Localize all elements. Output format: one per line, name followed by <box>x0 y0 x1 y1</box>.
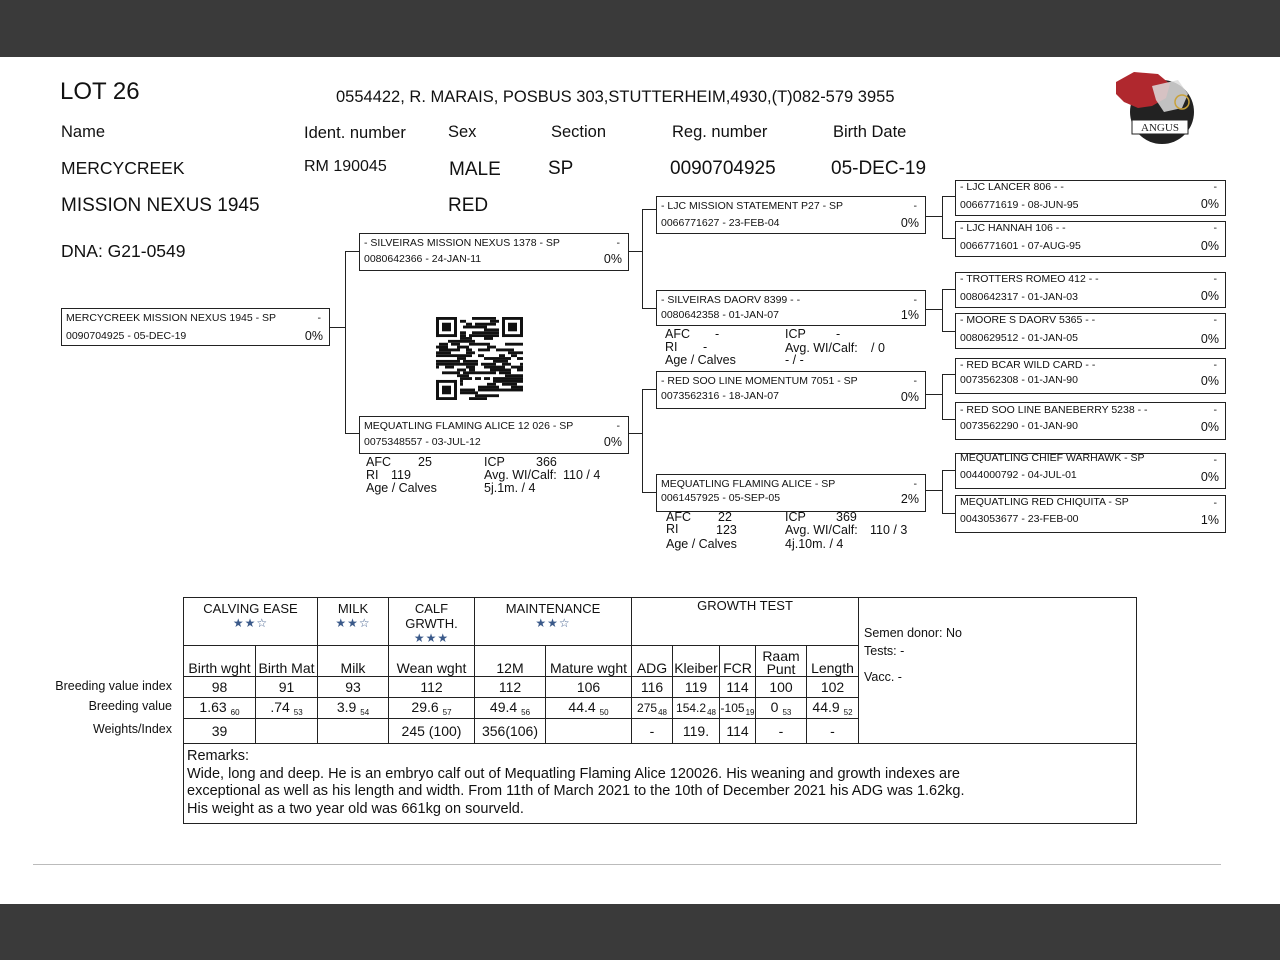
group-calving: CALVING EASE ★★☆ <box>184 598 318 646</box>
bvi-cell: 91 <box>256 677 318 698</box>
header-ident: Ident. number <box>304 124 406 142</box>
angus-logo <box>1112 68 1198 148</box>
col-header: Mature wght <box>546 646 632 677</box>
animal-ident: RM 190045 <box>304 158 387 175</box>
col-header: Birth wght <box>184 646 256 677</box>
header-section: Section <box>551 123 607 141</box>
calving-stars: ★★☆ <box>232 616 269 630</box>
weight-index-cell <box>256 719 318 744</box>
calf-stars: ★★★ <box>413 631 450 645</box>
col-header: 12M <box>475 646 546 677</box>
group-milk: MILK ★★☆ <box>318 598 389 646</box>
pedigree-gg-1: - LJC LANCER 806 - - - 0066771619 - 08-JUN-95 0% <box>955 180 1226 216</box>
performance-table <box>183 597 1137 824</box>
col-header: Birth Mat <box>256 646 318 677</box>
milk-stars: ★★☆ <box>335 616 371 630</box>
col-header: Kleiber <box>673 646 720 677</box>
weight-index-cell: 356(106) <box>475 719 546 744</box>
svg-text:ANGUS: ANGUS <box>1141 122 1179 134</box>
pedigree-sire: - SILVEIRAS MISSION NEXUS 1378 - SP - 0080642366 - 24-JAN-11 0% <box>359 233 629 271</box>
row-label-bv: Breeding value <box>88 699 172 713</box>
pedigree-dam-sire: - RED SOO LINE MOMENTUM 7051 - SP - 0073562316 - 18-JAN-07 0% <box>656 371 926 409</box>
animal-section: SP <box>548 158 574 179</box>
col-header: Milk <box>318 646 389 677</box>
row-label-wi: Weights/Index <box>93 722 172 736</box>
bv-cell: 44.4 $_{50}$ <box>546 698 632 719</box>
col-header: ADG <box>632 646 673 677</box>
weight-index-cell <box>546 719 632 744</box>
bv-cell: $-105_{19}$ <box>720 698 756 719</box>
pedigree-sire-sire: - LJC MISSION STATEMENT P27 - SP - 0066771627 - 23-FEB-04 0% <box>656 196 926 234</box>
pedigree-gg-4: - MOORE S DAORV 5365 - - - 0080629512 - 01-JAN-05 0% <box>955 313 1226 349</box>
header-sex: Sex <box>448 123 477 141</box>
row-label-bvi: Breeding value index <box>55 679 172 693</box>
weight-index-cell: 114 <box>720 719 756 744</box>
pedigree-dam: MEQUATLING FLAMING ALICE 12 026 - SP - 0075348557 - 03-JUL-12 0% <box>359 416 629 454</box>
bv-cell: $275_{48}$ <box>632 698 673 719</box>
weight-index-cell: 119. <box>673 719 720 744</box>
lot-number: LOT 26 <box>60 78 140 105</box>
animal-color: RED <box>448 195 489 216</box>
pedigree-self: MERCYCREEK MISSION NEXUS 1945 - SP - 0090704925 - 05-DEC-19 0% <box>61 308 330 346</box>
bvi-cell: 100 <box>756 677 807 698</box>
weight-index-cell <box>318 719 389 744</box>
pedigree-gg-8: MEQUATLING RED CHIQUITA - SP - 0043053677 - 23-FEB-00 1% <box>955 495 1226 533</box>
bvi-cell: 116 <box>632 677 673 698</box>
bvi-cell: 114 <box>720 677 756 698</box>
bv-cell: $154.2_{48}$ <box>673 698 720 719</box>
divider <box>33 864 1221 865</box>
animal-name-1: MERCYCREEK <box>61 158 185 178</box>
bvi-cell: 102 <box>807 677 859 698</box>
bv-cell: 0 $_{53}$ <box>756 698 807 719</box>
bv-cell: 29.6 $_{57}$ <box>389 698 475 719</box>
col-header: Raam Punt <box>756 646 807 677</box>
header-reg: Reg. number <box>672 123 768 141</box>
breeder-info: 0554422, R. MARAIS, POSBUS 303,STUTTERHEIM,4930,(T)082-579 3955 <box>336 88 895 106</box>
group-growth: GROWTH TEST <box>632 598 859 646</box>
col-header: Wean wght <box>389 646 475 677</box>
bv-cell: 49.4 $_{56}$ <box>475 698 546 719</box>
weight-index-cell: 245 (100) <box>389 719 475 744</box>
dna-id: DNA: G21-0549 <box>61 241 186 261</box>
animal-reg: 0090704925 <box>670 158 776 179</box>
bvi-cell: 119 <box>673 677 720 698</box>
pedigree-gg-3: - TROTTERS ROMEO 412 - - - 0080642317 - 01-JAN-03 0% <box>955 272 1226 308</box>
header-name: Name <box>61 123 106 141</box>
group-calf: CALF GRWTH. ★★★ <box>389 598 475 646</box>
bv-cell: .74 $_{53}$ <box>256 698 318 719</box>
pedigree-sire-dam: - SILVEIRAS DAORV 8399 - - - 0080642358 - 01-JAN-07 1% <box>656 290 926 326</box>
pedigree-dam-dam: MEQUATLING FLAMING ALICE - SP - 0061457925 - 05-SEP-05 2% <box>656 474 926 512</box>
maintenance-stars: ★★☆ <box>535 616 571 630</box>
bv-cell: 44.9 $_{52}$ <box>807 698 859 719</box>
weight-index-cell: 39 <box>184 719 256 744</box>
qr-code <box>436 317 523 400</box>
remarks: Remarks: Wide, long and deep. He is an embryo calf out of Mequatling Flaming Alice 120026. His weaning and growth indexes are exceptional as well as his length and width. From 11th of March 2021 to the 10th of December 2021 his ADG was 1.62kg. His weight as a two year old was 661kg on sourveld. <box>184 744 1137 824</box>
col-header: Length <box>807 646 859 677</box>
top-bar <box>0 0 1280 57</box>
animal-sex: MALE <box>449 159 501 180</box>
bv-cell: 3.9 $_{54}$ <box>318 698 389 719</box>
group-maintenance: MAINTENANCE ★★☆ <box>475 598 632 646</box>
bv-cell: 1.63 $_{60}$ <box>184 698 256 719</box>
bottom-bar <box>0 904 1280 960</box>
weight-index-cell: - <box>756 719 807 744</box>
weight-index-cell: - <box>632 719 673 744</box>
bvi-cell: 98 <box>184 677 256 698</box>
bvi-cell: 106 <box>546 677 632 698</box>
side-info: Semen donor: No Tests: - Vacc. - <box>859 598 1137 744</box>
pedigree-gg-6: - RED SOO LINE BANEBERRY 5238 - - - 0073562290 - 01-JAN-90 0% <box>955 402 1226 440</box>
pedigree-gg-5: - RED BCAR WILD CARD - - - 0073562308 - 01-JAN-90 0% <box>955 358 1226 394</box>
pedigree-gg-2: - LJC HANNAH 106 - - - 0066771601 - 07-AUG-95 0% <box>955 221 1226 257</box>
header-birth: Birth Date <box>833 123 907 141</box>
animal-birth: 05-DEC-19 <box>831 158 927 179</box>
weight-index-cell: - <box>807 719 859 744</box>
animal-name-2: MISSION NEXUS 1945 <box>61 195 260 216</box>
pedigree-gg-7: MEQUATLING CHIEF WARHAWK - SP - 0044000792 - 04-JUL-01 0% <box>955 453 1226 489</box>
bvi-cell: 112 <box>475 677 546 698</box>
bvi-cell: 112 <box>389 677 475 698</box>
bvi-cell: 93 <box>318 677 389 698</box>
col-header: FCR <box>720 646 756 677</box>
